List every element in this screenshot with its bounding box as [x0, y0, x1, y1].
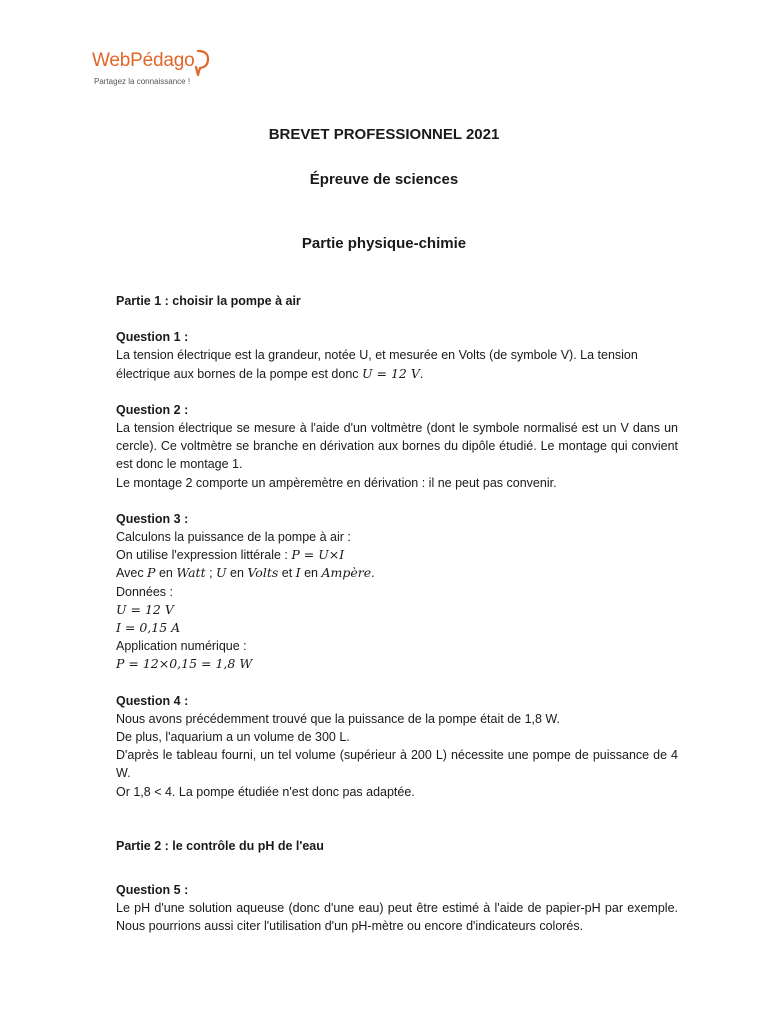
- q4-line-3: D'après le tableau fourni, un tel volume (supérieur à 200 L) nécessite une pompe de puissance de 4 W.: [116, 748, 678, 781]
- section-title: Partie physique-chimie: [301, 235, 467, 252]
- q5-heading: Question 5 :: [116, 883, 189, 898]
- q3-units: Avec P en Watt ; U en Volts et I en Ampère.: [116, 565, 375, 581]
- q1-text: La tension électrique est la grandeur, notée U, et mesurée en Volts (de symbole V). La tension électrique aux bornes de la pompe est donc U = 12 V.: [116, 348, 638, 381]
- q5-text: Le pH d'une solution aqueuse (donc d'une eau) peut être estimé à l'aide de papier-pH par exemple. Nous pourrions aussi citer l'utilisation d'un pH-mètre ou encore d'indicateurs colorés.: [116, 901, 678, 934]
- document-title: BREVET PROFESSIONNEL 2021: [268, 126, 500, 143]
- webpedago-logo: [92, 44, 222, 96]
- q1-heading: Question 1 :: [116, 330, 189, 345]
- q3-heading: Question 3 :: [116, 511, 189, 526]
- q3-u-value: U = 12 V: [116, 601, 174, 617]
- q3-result: P = 12×0,15 = 1,8 W: [116, 656, 253, 672]
- document-subtitle: Épreuve de sciences: [309, 171, 459, 188]
- document-body: [116, 292, 678, 936]
- q1-formula: U = 12 V: [362, 365, 420, 381]
- speech-bubble-icon: [195, 48, 211, 78]
- logo-name: WebPédago: [92, 50, 195, 71]
- q3-intro: Calculons la puissance de la pompe à air :: [116, 530, 351, 545]
- q3-donnees-label: Données :: [116, 584, 173, 599]
- q4-line-4: Or 1,8 < 4. La pompe étudiée n'est donc pas adaptée.: [116, 784, 415, 799]
- q2-text-1: La tension électrique se mesure à l'aide d'un voltmètre (dont le symbole normalisé est un V dans un cercle). Ce voltmètre se branche en dérivation aux bornes du dipôle étudié. Le montage qui convient est donc le montage 1.: [116, 421, 678, 472]
- q2-text-2: Le montage 2 comporte un ampèremètre en dérivation : il ne peut pas convenir.: [116, 475, 557, 490]
- q3-expression: On utilise l'expression littérale : P = U×I: [116, 547, 345, 563]
- q2-heading: Question 2 :: [116, 402, 189, 417]
- q4-line-2: De plus, l'aquarium a un volume de 300 L.: [116, 730, 350, 745]
- q3-i-value: I = 0,15 A: [116, 620, 181, 636]
- q4-line-1: Nous avons précédemment trouvé que la puissance de la pompe était de 1,8 W.: [116, 711, 561, 726]
- q4-heading: Question 4 :: [116, 693, 189, 708]
- q3-app-label: Application numérique :: [116, 639, 247, 654]
- part2-title: Partie 2 : le contrôle du pH de l'eau: [116, 838, 324, 853]
- part1-title: Partie 1 : choisir la pompe à air: [116, 294, 301, 308]
- logo-tagline: Partagez la connaissance !: [94, 77, 191, 86]
